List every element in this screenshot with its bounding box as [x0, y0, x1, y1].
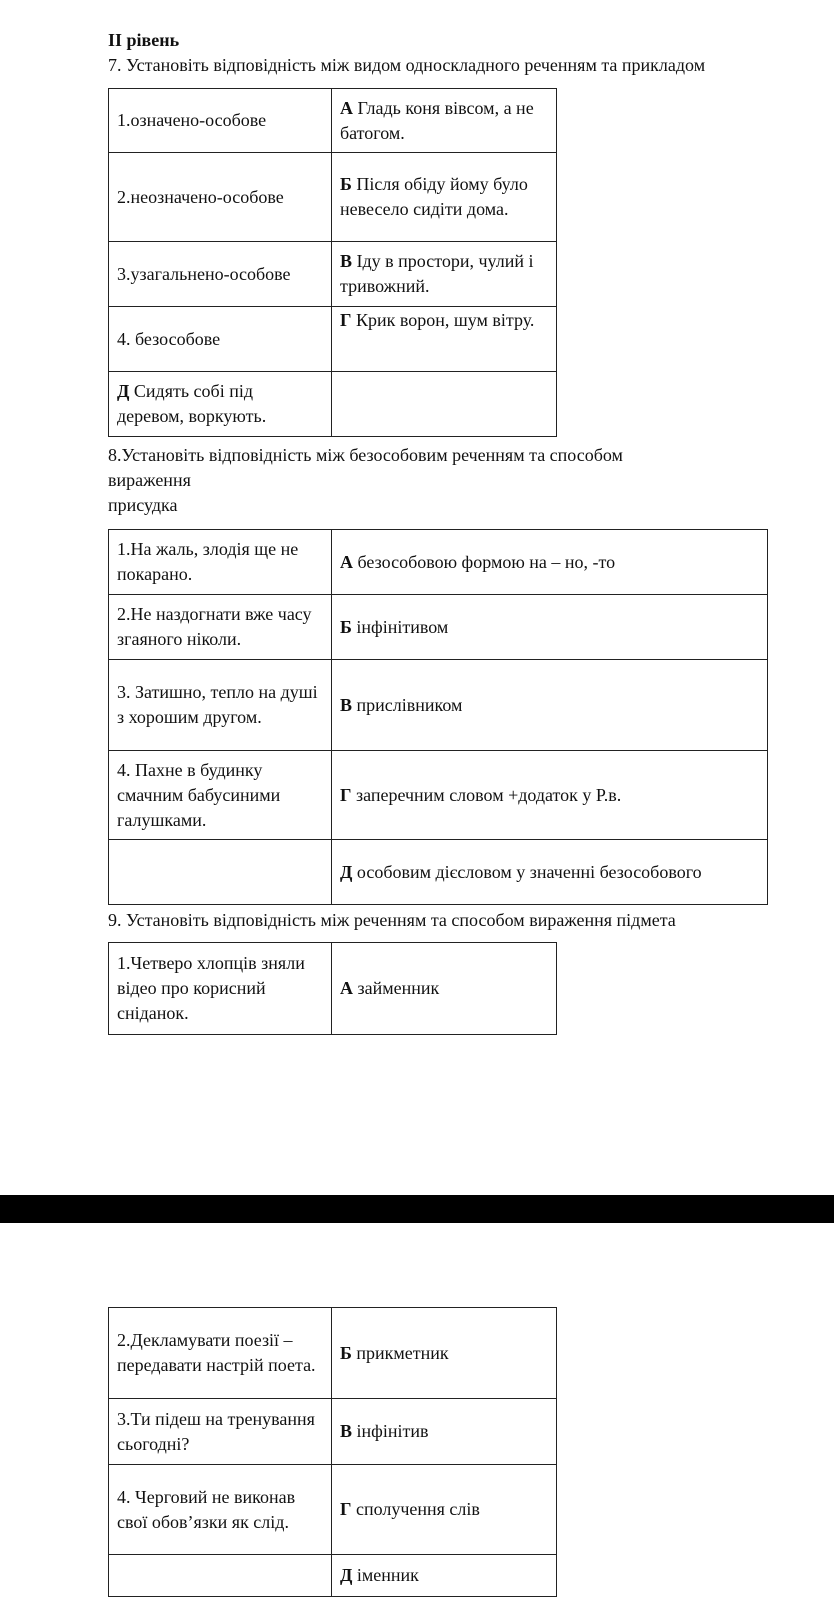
- table-row: [109, 595, 768, 660]
- task-8-table: [108, 529, 768, 905]
- table-row: [109, 1308, 557, 1399]
- right-cell: Д особовим дієсловом у значенні безособового: [332, 840, 768, 905]
- table-row: [109, 751, 768, 840]
- left-cell: 1.означено-особове: [109, 89, 332, 153]
- task-8-title: 8.Установіть відповідність між безособовим реченням та способом: [108, 445, 623, 465]
- level-heading: ІІ рівень: [108, 30, 180, 50]
- table-row: [109, 242, 557, 307]
- right-cell: Б прикметник: [332, 1308, 557, 1399]
- right-cell: [332, 372, 557, 437]
- left-cell: 3. Затишно, тепло на душі з хорошим другом.: [109, 660, 332, 751]
- right-cell: В прислівником: [332, 660, 768, 751]
- table-row: [109, 1555, 557, 1597]
- task-9-table-bottom: [108, 1307, 557, 1597]
- left-cell: 4. Черговий не виконав свої обов’язки як слід.: [109, 1465, 332, 1555]
- table-row: [109, 89, 557, 153]
- left-cell: Д Сидять собі під деревом, воркують.: [109, 372, 332, 437]
- table-row: [109, 943, 557, 1035]
- table-row: [109, 1465, 557, 1555]
- right-cell: А безособовою формою на – но, -то: [332, 530, 768, 595]
- left-cell: [109, 840, 332, 905]
- black-divider-band: [0, 1195, 834, 1223]
- left-cell: 2.неозначено-особове: [109, 153, 332, 242]
- task-7-title: 7. Установіть відповідність між видом односкладного реченням та прикладом: [108, 55, 706, 75]
- table-row: [109, 153, 557, 242]
- task-9-title: 9. Установіть відповідність між реченням та способом вираження підмета: [108, 910, 676, 930]
- table-row: [109, 840, 768, 905]
- left-cell: 4. Пахне в будинку смачним бабусиними галушками.: [109, 751, 332, 840]
- task-7-table: [108, 88, 557, 437]
- right-cell: А займенник: [332, 943, 557, 1035]
- right-cell: Б інфінітивом: [332, 595, 768, 660]
- right-cell: Г заперечним словом +додаток у Р.в.: [332, 751, 768, 840]
- task-9-table-top: [108, 942, 557, 1035]
- right-cell: Г Крик ворон, шум вітру.: [332, 307, 557, 372]
- left-cell: 4. безособове: [109, 307, 332, 372]
- right-cell: Б Після обіду йому було невесело сидіти дома.: [332, 153, 557, 242]
- right-cell: Г сполучення слів: [332, 1465, 557, 1555]
- left-cell: 1.На жаль, злодія ще не покарано.: [109, 530, 332, 595]
- left-cell: 1.Четверо хлопців зняли відео про корисний сніданок.: [109, 943, 332, 1035]
- right-cell: А Гладь коня вівсом, а не батогом.: [332, 89, 557, 153]
- left-cell: 3.Ти підеш на тренування сьогодні?: [109, 1399, 332, 1465]
- left-cell: 2.Декламувати поезії – передавати настрій поета.: [109, 1308, 332, 1399]
- table-row: [109, 307, 557, 372]
- right-cell: В Іду в простори, чулий і тривожний.: [332, 242, 557, 307]
- left-cell: 3.узагальнено-особове: [109, 242, 332, 307]
- left-cell: [109, 1555, 332, 1597]
- left-cell: 2.Не наздогнати вже часу згаяного ніколи.: [109, 595, 332, 660]
- table-row: [109, 1399, 557, 1465]
- table-row: [109, 660, 768, 751]
- right-cell: Д іменник: [332, 1555, 557, 1597]
- table-row: [109, 530, 768, 595]
- table-row: [109, 372, 557, 437]
- task-8-title-line2: вираження: [108, 470, 191, 490]
- task-8-title-line3: присудка: [108, 495, 178, 515]
- right-cell: В інфінітив: [332, 1399, 557, 1465]
